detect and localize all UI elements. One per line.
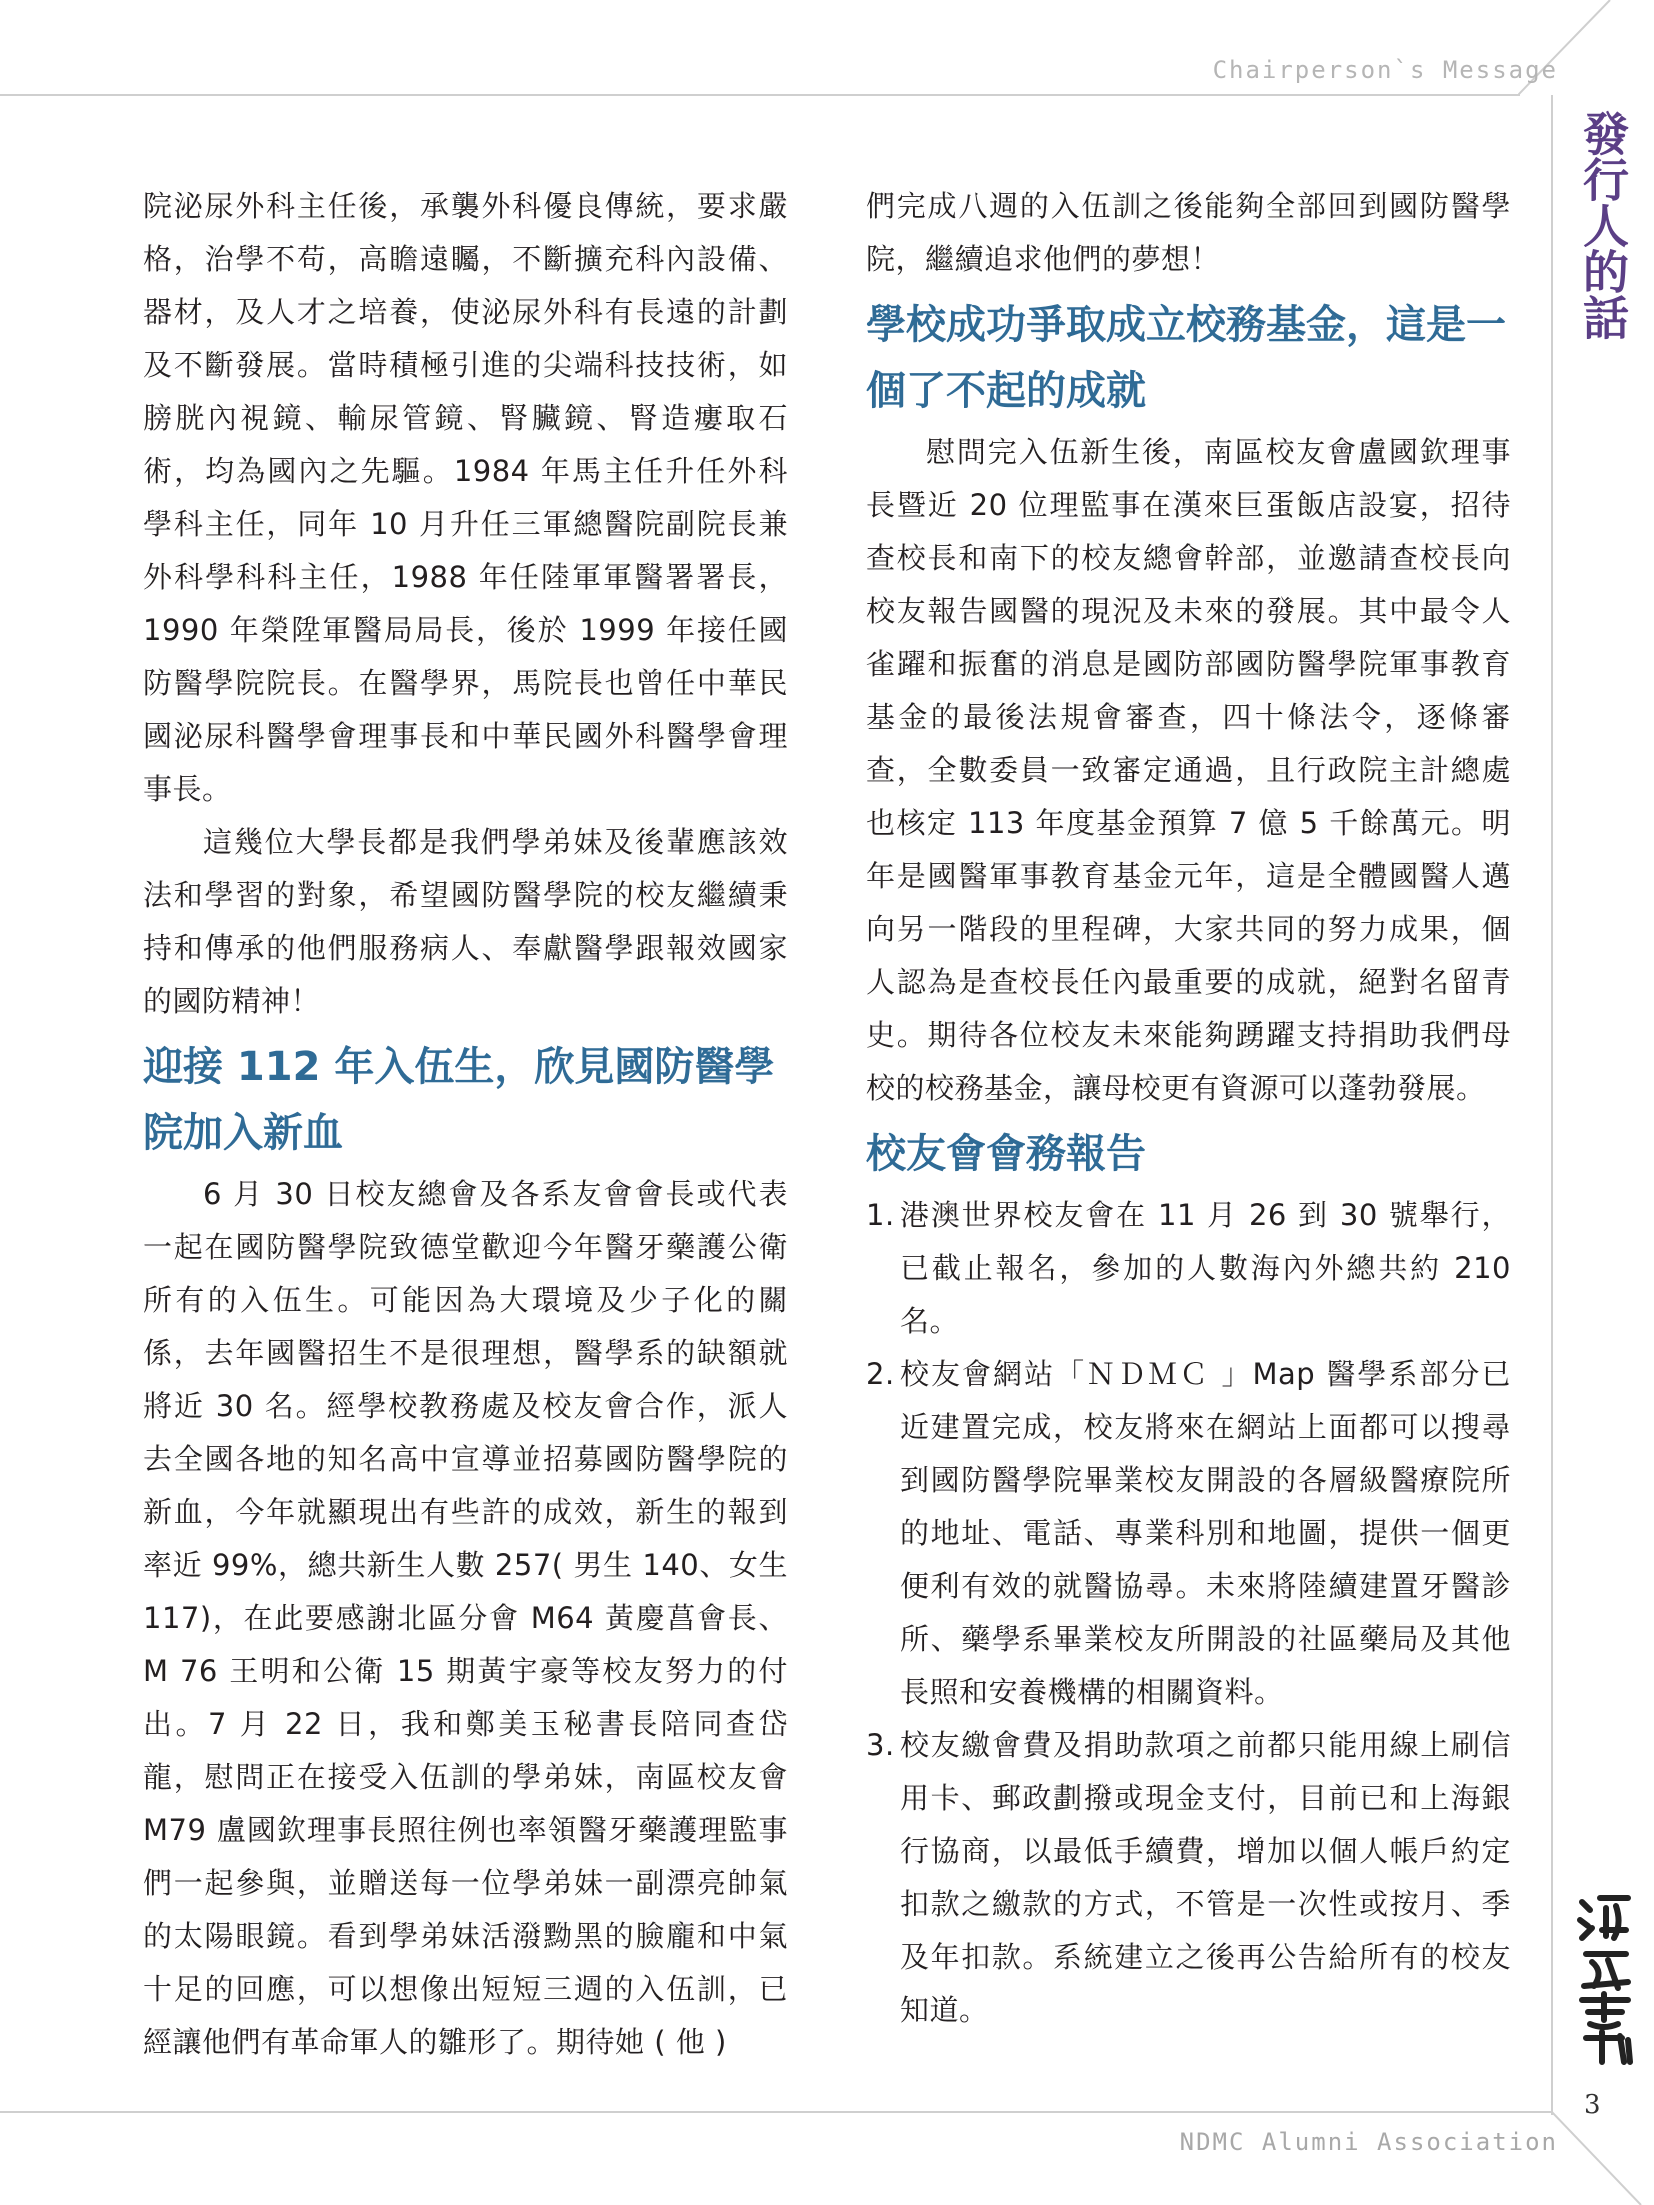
list-item-text: 港澳世界校友會在 11 月 26 到 30 號舉行，已截止報名，參加的人數海內外總共約 210 名。 [900,1198,1511,1338]
left-column [143,180,788,2069]
list-item-text: 校友繳會費及捐助款項之前都只能用線上刷信用卡、郵政劃撥或現金支付，目前已和上海銀行協商，以最低手續費，增加以個人帳戶約定扣款之繳款的方式，不管是一次性或按月、季及年扣款。系統建立之後再公告給所有的校友知道。 [900,1728,1511,2027]
list-item-text: 校友會網站「ＮＤＭＣ 」Map 醫學系部分已近建置完成，校友將來在網站上面都可以搜尋到國防醫學院畢業校友開設的各層級醫療院所的地址、電話、專業科別和地圖，提供一個更便利有效的就醫協尋。未來將陸續建置牙醫診所、藥學系畢業校友所開設的社區藥局及其他長照和安養機構的相關資料。 [900,1357,1511,1709]
list-item-number: 3. [866,1728,895,1762]
list-item [866,1348,1511,1719]
section-heading: 學校成功爭取成立校務基金，這是一個了不起的成就 [866,302,1506,414]
running-head: Chairperson`s Message [1212,56,1558,84]
body-paragraph: 6 月 30 日校友總會及各系友會會長或代表一起在國防醫學院致德堂歡迎今年醫牙藥護公衛所有的入伍生。可能因為大環境及少子化的關係，去年國醫招生不是很理想，醫學系的缺額就將近 30 名。經學校教務處及校友會合作，派人去全國各地的知名高中宣導並招募國防醫學院的新血，今年就顯現出有些許的成效，新生的報到率近 99%，總共新生人數 257( 男生 140、女生 117)，在此要感謝北區分會 M64 黃慶菖會長、M 76 王明和公衛 15 期黃宇豪等校友努力的付出。7 月 22 日，我和鄭美玉秘書長陪同查岱龍，慰問正在接受入伍訓的學弟妹，南區校友會 M79 盧國欽理事長照往例也率領醫牙藥護理監事們一起參與，並贈送每一位學弟妹一副漂亮帥氣的太陽眼鏡。看到學弟妹活潑黝黑的臉龐和中氣十足的回應，可以想像出短短三週的入伍訓，已經讓他們有革命軍人的雛形了。期待她 ( 他 ) [143,1177,788,2059]
right-column [866,180,1511,2037]
section-heading: 迎接 112 年入伍生，欣見國防醫學院加入新血 [143,1044,775,1156]
calligraphy-logo-icon [1572,1890,1638,2070]
body-paragraph: 們完成八週的入伍訓之後能夠全部回到國防醫學院，繼續追求他們的夢想！ [866,189,1511,276]
body-paragraph: 這幾位大學長都是我們學弟妹及後輩應該效法和學習的對象，希望國防醫學院的校友繼續秉持和傳承的他們服務病人、奉獻醫學跟報效國家的國防精神！ [143,825,788,1018]
list-item-number: 2. [866,1357,895,1391]
report-list [866,1189,1511,2037]
footer-corner-line [1551,2111,1654,2205]
list-item [866,1719,1511,2037]
body-paragraph: 慰問完入伍新生後，南區校友會盧國欽理事長暨近 20 位理監事在漢來巨蛋飯店設宴，招待查校長和南下的校友總會幹部，並邀請查校長向校友報告國醫的現況及未來的發展。其中最令人雀躍和振奮的消息是國防部國防醫學院軍事教育基金的最後法規會審查，四十條法令，逐條審查，全數委員一致審定通過，且行政院主計總處也核定 113 年度基金預算 7 億 5 千餘萬元。明年是國醫軍事教育基金元年，這是全體國醫人邁向另一階段的里程碑，大家共同的努力成果，個人認為是查校長任內最重要的成就，絕對名留青史。期待各位校友未來能夠踴躍支持捐助我們母校的校務基金，讓母校更有資源可以蓬勃發展。 [866,435,1511,1105]
right-margin-rule [1551,95,1553,2115]
running-foot: NDMC Alumni Association [1179,2128,1558,2156]
list-item [866,1189,1511,1348]
list-item-number: 1. [866,1198,895,1232]
body-paragraph: 院泌尿外科主任後，承襲外科優良傳統，要求嚴格，治學不苟，高瞻遠矚，不斷擴充科內設備、器材，及人才之培養，使泌尿外科有長遠的計劃及不斷發展。當時積極引進的尖端科技技術，如膀胱內視鏡、輸尿管鏡、腎臟鏡、腎造瘻取石術，均為國內之先驅。1984 年馬主任升任外科學科主任，同年 10 月升任三軍總醫院副院長兼外科學科科主任，1988 年任陸軍軍醫署署長，1990 年榮陞軍醫局局長，後於 1999 年接任國防醫學院院長。在醫學界，馬院長也曾任中華民國泌尿科醫學會理事長和中華民國外科醫學會理事長。 [143,189,788,806]
section-heading: 校友會會務報告 [866,1131,1146,1177]
side-section-title: 發行人的話 [1576,110,1630,340]
header-corner-line [1518,0,1654,100]
page-number: 3 [1584,2090,1601,2120]
footer-rule [0,2111,1552,2113]
header-rule [0,94,1520,96]
